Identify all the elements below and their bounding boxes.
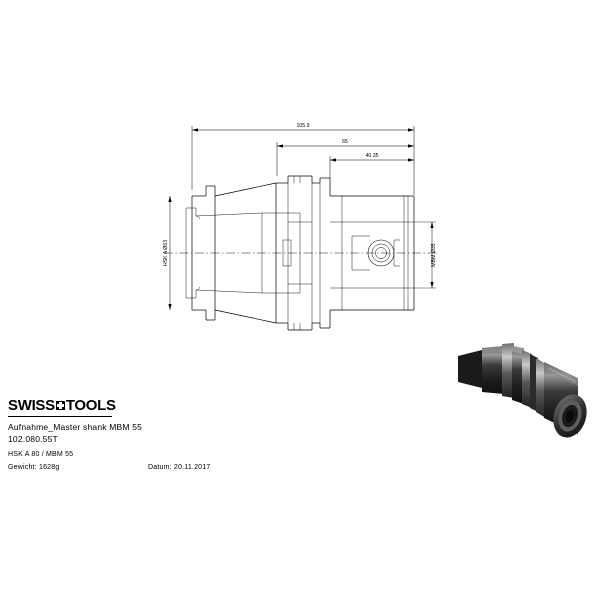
dim-total-length [192, 126, 414, 195]
brand-logo [8, 398, 328, 413]
dim-total-length-label: 105.9 [296, 123, 310, 129]
product-render [452, 338, 592, 462]
date-field [148, 464, 210, 471]
date-value: 20.11.2017 [173, 463, 211, 471]
weight-field [8, 464, 148, 471]
dim-hsk-diameter-label: HSK A Ø63 [163, 239, 169, 267]
render-flange [502, 343, 524, 404]
title-block-footer [8, 464, 328, 471]
weight-label: Gewicht: [8, 463, 37, 471]
dim-mbm-diameter-label: MBM Ø35 [431, 243, 437, 267]
dim-65-label: 65 [342, 139, 348, 145]
dim-65 [277, 142, 414, 176]
part-description: Aufnahme_Master shank MBM 55 [8, 422, 143, 432]
interface-spec: HSK A 80 / MBM 55 [8, 450, 74, 458]
brand-logo-left: SWISS [8, 397, 55, 414]
brand-logo-right: TOOLS [65, 397, 116, 414]
part-number: 102.080.55T [8, 434, 58, 445]
product-render-svg [452, 338, 592, 462]
weight-value: 1628g [39, 463, 60, 471]
dim-40-35 [330, 156, 414, 178]
dim-40-label: 40.35 [365, 153, 379, 159]
render-rear-body [458, 346, 504, 394]
title-divider [8, 416, 112, 417]
title-block [8, 398, 328, 471]
date-label: Datum: [148, 463, 172, 471]
render-rings [522, 350, 546, 418]
cross-icon [56, 401, 65, 410]
